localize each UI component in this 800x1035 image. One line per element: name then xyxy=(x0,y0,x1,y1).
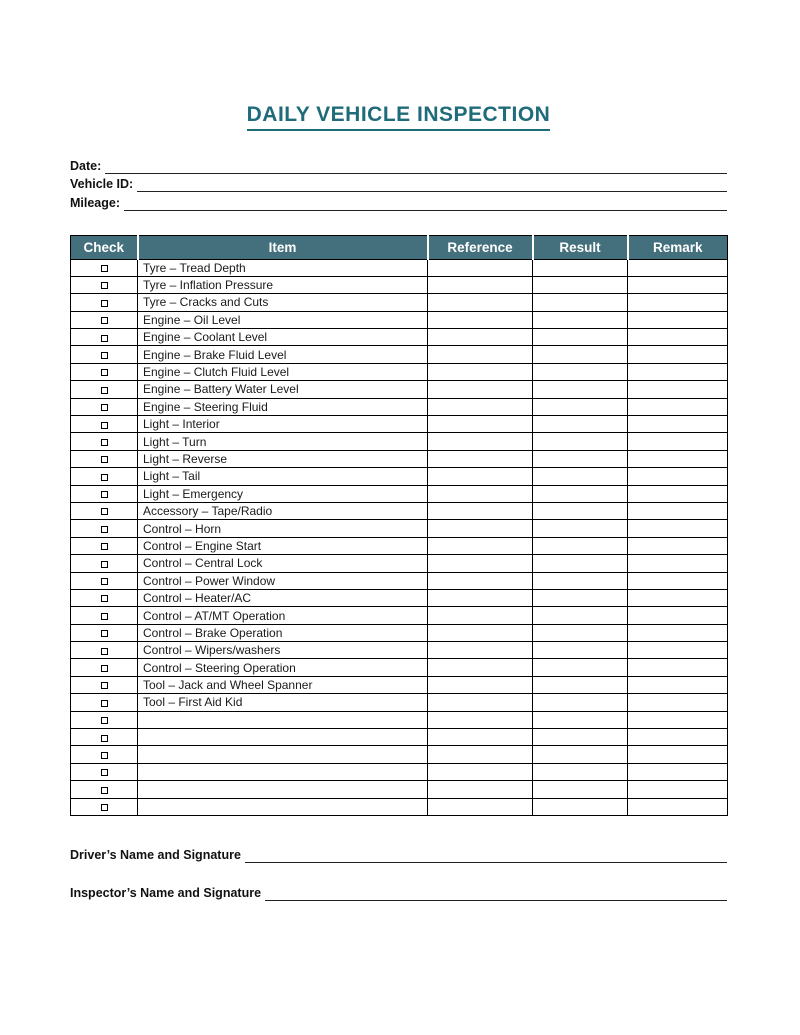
column-header-remark: Remark xyxy=(628,235,728,259)
check-cell xyxy=(71,624,138,641)
check-cell xyxy=(71,694,138,711)
remark-cell xyxy=(628,711,728,728)
row-checkbox[interactable] xyxy=(101,491,108,498)
inspection-table xyxy=(70,235,728,817)
item-cell xyxy=(138,798,428,815)
table-row xyxy=(71,572,728,589)
reference-cell xyxy=(428,676,533,693)
item-cell xyxy=(138,729,428,746)
table-row xyxy=(71,259,728,276)
check-cell xyxy=(71,763,138,780)
item-cell: Tyre – Inflation Pressure xyxy=(138,276,428,293)
result-cell xyxy=(533,729,628,746)
reference-cell xyxy=(428,659,533,676)
table-row xyxy=(71,416,728,433)
table-row xyxy=(71,746,728,763)
row-checkbox[interactable] xyxy=(101,735,108,742)
result-cell xyxy=(533,659,628,676)
item-cell: Engine – Oil Level xyxy=(138,311,428,328)
result-cell xyxy=(533,711,628,728)
item-cell: Tool – First Aid Kid xyxy=(138,694,428,711)
table-row xyxy=(71,311,728,328)
table-row xyxy=(71,694,728,711)
remark-cell xyxy=(628,398,728,415)
remark-cell xyxy=(628,329,728,346)
result-cell xyxy=(533,624,628,641)
item-cell: Tyre – Tread Depth xyxy=(138,259,428,276)
check-cell xyxy=(71,572,138,589)
check-cell xyxy=(71,276,138,293)
reference-cell xyxy=(428,763,533,780)
row-checkbox[interactable] xyxy=(101,630,108,637)
check-cell xyxy=(71,381,138,398)
check-cell xyxy=(71,555,138,572)
column-header-check: Check xyxy=(71,235,138,259)
remark-cell xyxy=(628,607,728,624)
check-cell xyxy=(71,259,138,276)
remark-cell xyxy=(628,694,728,711)
row-checkbox[interactable] xyxy=(101,787,108,794)
table-row xyxy=(71,329,728,346)
reference-cell xyxy=(428,311,533,328)
row-checkbox[interactable] xyxy=(101,422,108,429)
result-cell xyxy=(533,555,628,572)
item-cell xyxy=(138,711,428,728)
item-cell: Control – Wipers/washers xyxy=(138,642,428,659)
reference-cell xyxy=(428,468,533,485)
reference-cell xyxy=(428,729,533,746)
item-cell: Light – Interior xyxy=(138,416,428,433)
field-mileage-blank-line xyxy=(124,197,727,211)
result-cell xyxy=(533,798,628,815)
table-row xyxy=(71,624,728,641)
row-checkbox[interactable] xyxy=(101,439,108,446)
remark-cell xyxy=(628,502,728,519)
check-cell xyxy=(71,676,138,693)
row-checkbox[interactable] xyxy=(101,369,108,376)
check-cell xyxy=(71,346,138,363)
remark-cell xyxy=(628,729,728,746)
reference-cell xyxy=(428,294,533,311)
result-cell xyxy=(533,520,628,537)
result-cell xyxy=(533,294,628,311)
table-row xyxy=(71,659,728,676)
result-cell xyxy=(533,416,628,433)
item-cell xyxy=(138,763,428,780)
remark-cell xyxy=(628,642,728,659)
field-date-blank-line xyxy=(105,160,727,174)
remark-cell xyxy=(628,798,728,815)
result-cell xyxy=(533,607,628,624)
field-date-label: Date: xyxy=(70,158,102,173)
result-cell xyxy=(533,398,628,415)
item-cell: Control – Brake Operation xyxy=(138,624,428,641)
row-checkbox[interactable] xyxy=(101,265,108,272)
row-checkbox[interactable] xyxy=(101,769,108,776)
remark-cell xyxy=(628,381,728,398)
result-cell xyxy=(533,694,628,711)
row-checkbox[interactable] xyxy=(101,317,108,324)
reference-cell xyxy=(428,276,533,293)
field-mileage-label: Mileage: xyxy=(70,195,121,210)
table-row xyxy=(71,711,728,728)
item-cell xyxy=(138,781,428,798)
check-cell xyxy=(71,363,138,380)
field-date xyxy=(70,155,727,174)
reference-cell xyxy=(428,329,533,346)
row-checkbox[interactable] xyxy=(101,613,108,620)
check-cell xyxy=(71,433,138,450)
table-row xyxy=(71,398,728,415)
reference-cell xyxy=(428,572,533,589)
row-checkbox[interactable] xyxy=(101,682,108,689)
remark-cell xyxy=(628,763,728,780)
result-cell xyxy=(533,572,628,589)
item-cell: Engine – Steering Fluid xyxy=(138,398,428,415)
table-row xyxy=(71,589,728,606)
reference-cell xyxy=(428,781,533,798)
result-cell xyxy=(533,381,628,398)
item-cell: Light – Turn xyxy=(138,433,428,450)
table-row xyxy=(71,381,728,398)
result-cell xyxy=(533,259,628,276)
row-checkbox[interactable] xyxy=(101,700,108,707)
result-cell xyxy=(533,763,628,780)
table-row xyxy=(71,607,728,624)
result-cell xyxy=(533,433,628,450)
item-cell: Engine – Coolant Level xyxy=(138,329,428,346)
result-cell xyxy=(533,502,628,519)
remark-cell xyxy=(628,537,728,554)
table-row xyxy=(71,555,728,572)
result-cell xyxy=(533,311,628,328)
row-checkbox[interactable] xyxy=(101,595,108,602)
inspector-signature-row xyxy=(70,882,727,901)
reference-cell xyxy=(428,642,533,659)
remark-cell xyxy=(628,259,728,276)
column-header-reference: Reference xyxy=(428,235,533,259)
reference-cell xyxy=(428,537,533,554)
reference-cell xyxy=(428,607,533,624)
check-cell xyxy=(71,294,138,311)
remark-cell xyxy=(628,555,728,572)
item-cell: Engine – Clutch Fluid Level xyxy=(138,363,428,380)
item-cell: Tool – Jack and Wheel Spanner xyxy=(138,676,428,693)
reference-cell xyxy=(428,398,533,415)
check-cell xyxy=(71,398,138,415)
table-row xyxy=(71,798,728,815)
inspection-table-header xyxy=(71,235,728,259)
result-cell xyxy=(533,485,628,502)
reference-cell xyxy=(428,520,533,537)
field-mileage xyxy=(70,192,727,211)
inspector-signature-label: Inspector’s Name and Signature xyxy=(70,886,262,900)
item-cell: Control – Power Window xyxy=(138,572,428,589)
inspector-signature-blank-line xyxy=(265,887,727,901)
check-cell xyxy=(71,537,138,554)
inspection-table-body xyxy=(71,259,728,816)
row-checkbox[interactable] xyxy=(101,474,108,481)
reference-cell xyxy=(428,694,533,711)
remark-cell xyxy=(628,624,728,641)
driver-signature-row xyxy=(70,844,727,863)
table-row xyxy=(71,537,728,554)
item-cell: Tyre – Cracks and Cuts xyxy=(138,294,428,311)
check-cell xyxy=(71,311,138,328)
table-row xyxy=(71,433,728,450)
reference-cell xyxy=(428,346,533,363)
remark-cell xyxy=(628,346,728,363)
reference-cell xyxy=(428,381,533,398)
table-row xyxy=(71,520,728,537)
row-checkbox[interactable] xyxy=(101,282,108,289)
row-checkbox[interactable] xyxy=(101,335,108,342)
reference-cell xyxy=(428,416,533,433)
item-cell: Engine – Brake Fluid Level xyxy=(138,346,428,363)
remark-cell xyxy=(628,416,728,433)
table-row xyxy=(71,346,728,363)
reference-cell xyxy=(428,798,533,815)
reference-cell xyxy=(428,711,533,728)
reference-cell xyxy=(428,624,533,641)
remark-cell xyxy=(628,363,728,380)
page-title-text: DAILY VEHICLE INSPECTION xyxy=(247,103,551,131)
row-checkbox[interactable] xyxy=(101,456,108,463)
reference-cell xyxy=(428,363,533,380)
check-cell xyxy=(71,416,138,433)
item-cell: Control – AT/MT Operation xyxy=(138,607,428,624)
check-cell xyxy=(71,329,138,346)
table-row xyxy=(71,276,728,293)
result-cell xyxy=(533,642,628,659)
table-row xyxy=(71,781,728,798)
check-cell xyxy=(71,520,138,537)
table-row xyxy=(71,450,728,467)
table-row xyxy=(71,468,728,485)
remark-cell xyxy=(628,520,728,537)
header-fields xyxy=(70,155,727,211)
item-cell xyxy=(138,746,428,763)
row-checkbox[interactable] xyxy=(101,404,108,411)
table-row xyxy=(71,502,728,519)
remark-cell xyxy=(628,433,728,450)
result-cell xyxy=(533,468,628,485)
result-cell xyxy=(533,537,628,554)
row-checkbox[interactable] xyxy=(101,352,108,359)
signature-section xyxy=(70,844,727,901)
check-cell xyxy=(71,589,138,606)
column-header-result: Result xyxy=(533,235,628,259)
reference-cell xyxy=(428,746,533,763)
row-checkbox[interactable] xyxy=(101,543,108,550)
check-cell xyxy=(71,659,138,676)
row-checkbox[interactable] xyxy=(101,300,108,307)
item-cell: Control – Steering Operation xyxy=(138,659,428,676)
check-cell xyxy=(71,781,138,798)
field-vehicle-id xyxy=(70,174,727,193)
remark-cell xyxy=(628,781,728,798)
page-title xyxy=(70,92,727,131)
remark-cell xyxy=(628,468,728,485)
remark-cell xyxy=(628,676,728,693)
item-cell: Light – Reverse xyxy=(138,450,428,467)
row-checkbox[interactable] xyxy=(101,665,108,672)
remark-cell xyxy=(628,746,728,763)
reference-cell xyxy=(428,433,533,450)
item-cell: Light – Emergency xyxy=(138,485,428,502)
check-cell xyxy=(71,607,138,624)
row-checkbox[interactable] xyxy=(101,648,108,655)
item-cell: Accessory – Tape/Radio xyxy=(138,502,428,519)
check-cell xyxy=(71,450,138,467)
reference-cell xyxy=(428,450,533,467)
table-row xyxy=(71,485,728,502)
check-cell xyxy=(71,468,138,485)
result-cell xyxy=(533,329,628,346)
check-cell xyxy=(71,798,138,815)
row-checkbox[interactable] xyxy=(101,387,108,394)
result-cell xyxy=(533,589,628,606)
reference-cell xyxy=(428,502,533,519)
row-checkbox[interactable] xyxy=(101,804,108,811)
remark-cell xyxy=(628,485,728,502)
reference-cell xyxy=(428,485,533,502)
remark-cell xyxy=(628,276,728,293)
reference-cell xyxy=(428,555,533,572)
driver-signature-blank-line xyxy=(245,849,727,863)
reference-cell xyxy=(428,259,533,276)
row-checkbox[interactable] xyxy=(101,561,108,568)
row-checkbox[interactable] xyxy=(101,526,108,533)
result-cell xyxy=(533,363,628,380)
item-cell: Light – Tail xyxy=(138,468,428,485)
item-cell: Control – Heater/AC xyxy=(138,589,428,606)
table-row xyxy=(71,676,728,693)
item-cell: Control – Engine Start xyxy=(138,537,428,554)
item-cell: Control – Central Lock xyxy=(138,555,428,572)
table-row xyxy=(71,729,728,746)
field-vehicle-id-label: Vehicle ID: xyxy=(70,177,134,191)
remark-cell xyxy=(628,311,728,328)
check-cell xyxy=(71,711,138,728)
check-cell xyxy=(71,729,138,746)
row-checkbox[interactable] xyxy=(101,717,108,724)
table-row xyxy=(71,294,728,311)
result-cell xyxy=(533,781,628,798)
field-vehicle-id-blank-line xyxy=(137,178,727,192)
result-cell xyxy=(533,746,628,763)
table-row xyxy=(71,763,728,780)
check-cell xyxy=(71,746,138,763)
row-checkbox[interactable] xyxy=(101,752,108,759)
check-cell xyxy=(71,642,138,659)
remark-cell xyxy=(628,659,728,676)
item-cell: Control – Horn xyxy=(138,520,428,537)
column-header-item: Item xyxy=(138,235,428,259)
check-cell xyxy=(71,502,138,519)
remark-cell xyxy=(628,294,728,311)
reference-cell xyxy=(428,589,533,606)
result-cell xyxy=(533,676,628,693)
row-checkbox[interactable] xyxy=(101,578,108,585)
remark-cell xyxy=(628,450,728,467)
check-cell xyxy=(71,485,138,502)
table-row xyxy=(71,642,728,659)
result-cell xyxy=(533,346,628,363)
item-cell: Engine – Battery Water Level xyxy=(138,381,428,398)
remark-cell xyxy=(628,572,728,589)
result-cell xyxy=(533,276,628,293)
remark-cell xyxy=(628,589,728,606)
header-row xyxy=(71,235,728,259)
row-checkbox[interactable] xyxy=(101,508,108,515)
result-cell xyxy=(533,450,628,467)
table-row xyxy=(71,363,728,380)
driver-signature-label: Driver’s Name and Signature xyxy=(70,848,241,862)
